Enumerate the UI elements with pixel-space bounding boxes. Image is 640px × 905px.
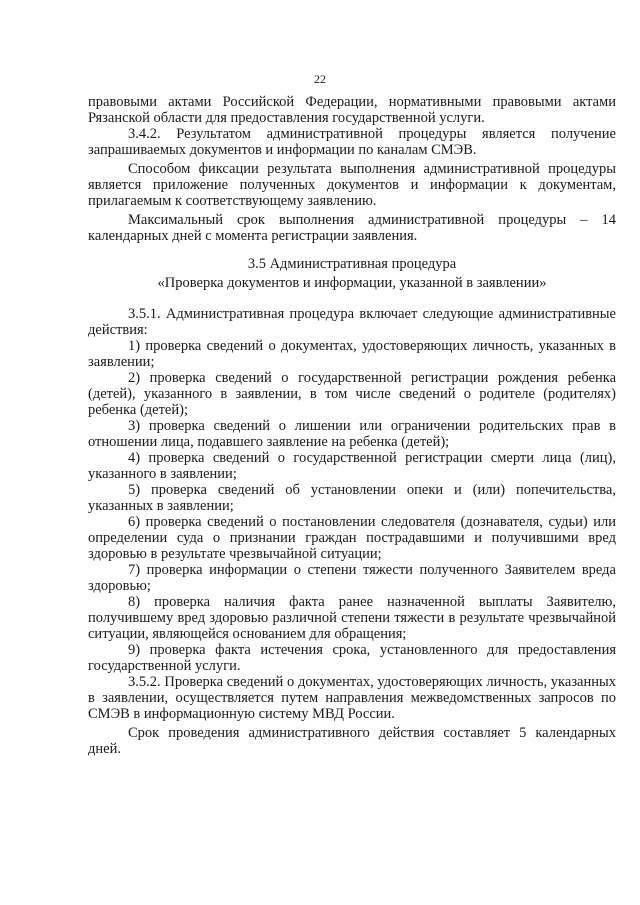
- section-title-line1: 3.5 Административная процедура: [247, 256, 457, 272]
- page-number: 22: [314, 72, 326, 86]
- list-item: 5) проверка сведений об установлении опеки и (или) попечительства, указанных в заявлении;: [88, 482, 616, 514]
- list-item: 9) проверка факта истечения срока, установленного для предоставления государственной услуги.: [88, 642, 616, 674]
- list-item: 2) проверка сведений о государственной регистрации рождения ребенка (детей), указанного в заявлении, в том числе сведений о родителе (родителях) ребенка (детей);: [88, 370, 616, 418]
- paragraph: правовыми актами Российской Федерации, нормативными правовыми актами Рязанской области для предоставления государственной услуги.: [88, 94, 616, 126]
- paragraph: 3.4.2. Результатом административной процедуры является получение запрашиваемых документов и информации по каналам СМЭВ.: [88, 126, 616, 158]
- list-item: 3.5.1. Административная процедура включает следующие административные действия:: [88, 306, 616, 338]
- paragraph: Максимальный срок выполнения административной процедуры – 14 календарных дней с момента регистрации заявления.: [88, 212, 616, 244]
- list-item: 4) проверка сведений о государственной регистрации смерти лица (лиц), указанного в заявлении;: [88, 450, 616, 482]
- section-title-line2: «Проверка документов и информации, указанной в заявлении»: [157, 275, 547, 291]
- list-item: 3.5.2. Проверка сведений о документах, удостоверяющих личность, указанных в заявлении, осуществляется путем направления межведомственных запросов по СМЭВ в информационную систему МВД России.: [88, 674, 616, 722]
- list-item: 7) проверка информации о степени тяжести полученного Заявителем вреда здоровью;: [88, 562, 616, 594]
- list-item: 6) проверка сведений о постановлении следователя (дознавателя, судьи) или определении суда о признании граждан пострадавшими и получившими вред здоровью в результате чрезвычайной ситуации;: [88, 514, 616, 562]
- document-body: [88, 94, 616, 757]
- list-item: 3) проверка сведений о лишении или ограничении родительских прав в отношении лица, подавшего заявление на ребенка (детей);: [88, 418, 616, 450]
- list-item: 1) проверка сведений о документах, удостоверяющих личность, указанных в заявлении;: [88, 338, 616, 370]
- list-item: Срок проведения административного действия составляет 5 календарных дней.: [88, 725, 616, 757]
- list-item: 8) проверка наличия факта ранее назначенной выплаты Заявителю, получившему вред здоровью различной степени тяжести в результате чрезвычайной ситуации, являющейся основанием для обращения;: [88, 594, 616, 642]
- paragraph: Способом фиксации результата выполнения административной процедуры является приложение полученных документов и информации к документам, прилагаемым к соответствующему заявлению.: [88, 161, 616, 209]
